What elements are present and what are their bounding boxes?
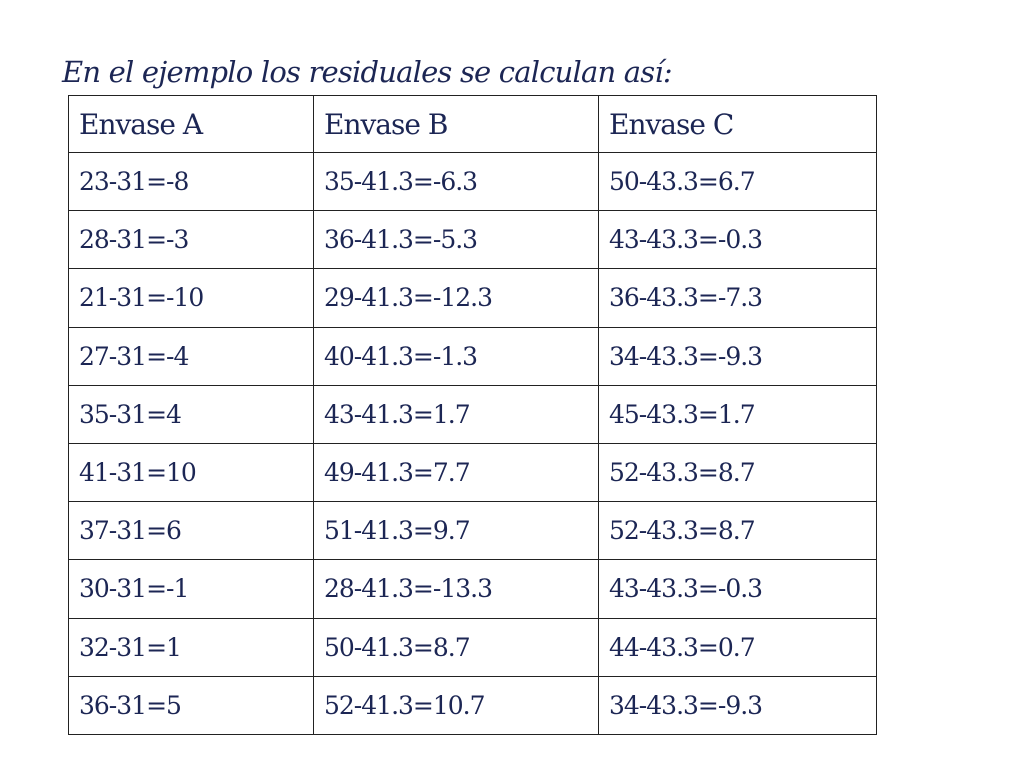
table-row — [69, 443, 877, 501]
cell-envase-c: 36-43.3=-7.3 — [599, 269, 877, 327]
cell-envase-a: 28-31=-3 — [69, 211, 314, 269]
table-row — [69, 560, 877, 618]
cell-envase-c: 34-43.3=-9.3 — [599, 327, 877, 385]
cell-envase-a: 35-31=4 — [69, 385, 314, 443]
table-row — [69, 502, 877, 560]
cell-envase-b: 28-41.3=-13.3 — [314, 560, 599, 618]
cell-envase-b: 49-41.3=7.7 — [314, 443, 599, 501]
cell-envase-c: 43-43.3=-0.3 — [599, 560, 877, 618]
cell-envase-b: 51-41.3=9.7 — [314, 502, 599, 560]
cell-envase-c: 43-43.3=-0.3 — [599, 211, 877, 269]
cell-envase-b: 29-41.3=-12.3 — [314, 269, 599, 327]
table-row — [69, 618, 877, 676]
cell-envase-a: 21-31=-10 — [69, 269, 314, 327]
header-envase-b: Envase B — [314, 96, 599, 153]
cell-envase-a: 37-31=6 — [69, 502, 314, 560]
cell-envase-a: 27-31=-4 — [69, 327, 314, 385]
header-envase-c: Envase C — [599, 96, 877, 153]
cell-envase-c: 52-43.3=8.7 — [599, 502, 877, 560]
cell-envase-b: 43-41.3=1.7 — [314, 385, 599, 443]
header-envase-a: Envase A — [69, 96, 314, 153]
table-header-row — [69, 96, 877, 153]
cell-envase-a: 30-31=-1 — [69, 560, 314, 618]
cell-envase-b: 40-41.3=-1.3 — [314, 327, 599, 385]
cell-envase-b: 50-41.3=8.7 — [314, 618, 599, 676]
cell-envase-c: 34-43.3=-9.3 — [599, 676, 877, 734]
residuals-table — [68, 95, 877, 735]
table-row — [69, 385, 877, 443]
cell-envase-c: 50-43.3=6.7 — [599, 153, 877, 211]
cell-envase-c: 44-43.3=0.7 — [599, 618, 877, 676]
cell-envase-b: 36-41.3=-5.3 — [314, 211, 599, 269]
cell-envase-a: 41-31=10 — [69, 443, 314, 501]
cell-envase-a: 36-31=5 — [69, 676, 314, 734]
cell-envase-a: 32-31=1 — [69, 618, 314, 676]
cell-envase-c: 52-43.3=8.7 — [599, 443, 877, 501]
cell-envase-c: 45-43.3=1.7 — [599, 385, 877, 443]
table-row — [69, 327, 877, 385]
cell-envase-a: 23-31=-8 — [69, 153, 314, 211]
slide-heading: En el ejemplo los residuales se calculan así: — [62, 55, 672, 89]
table-row — [69, 676, 877, 734]
cell-envase-b: 35-41.3=-6.3 — [314, 153, 599, 211]
table-row — [69, 269, 877, 327]
table-row — [69, 211, 877, 269]
cell-envase-b: 52-41.3=10.7 — [314, 676, 599, 734]
table-row — [69, 153, 877, 211]
